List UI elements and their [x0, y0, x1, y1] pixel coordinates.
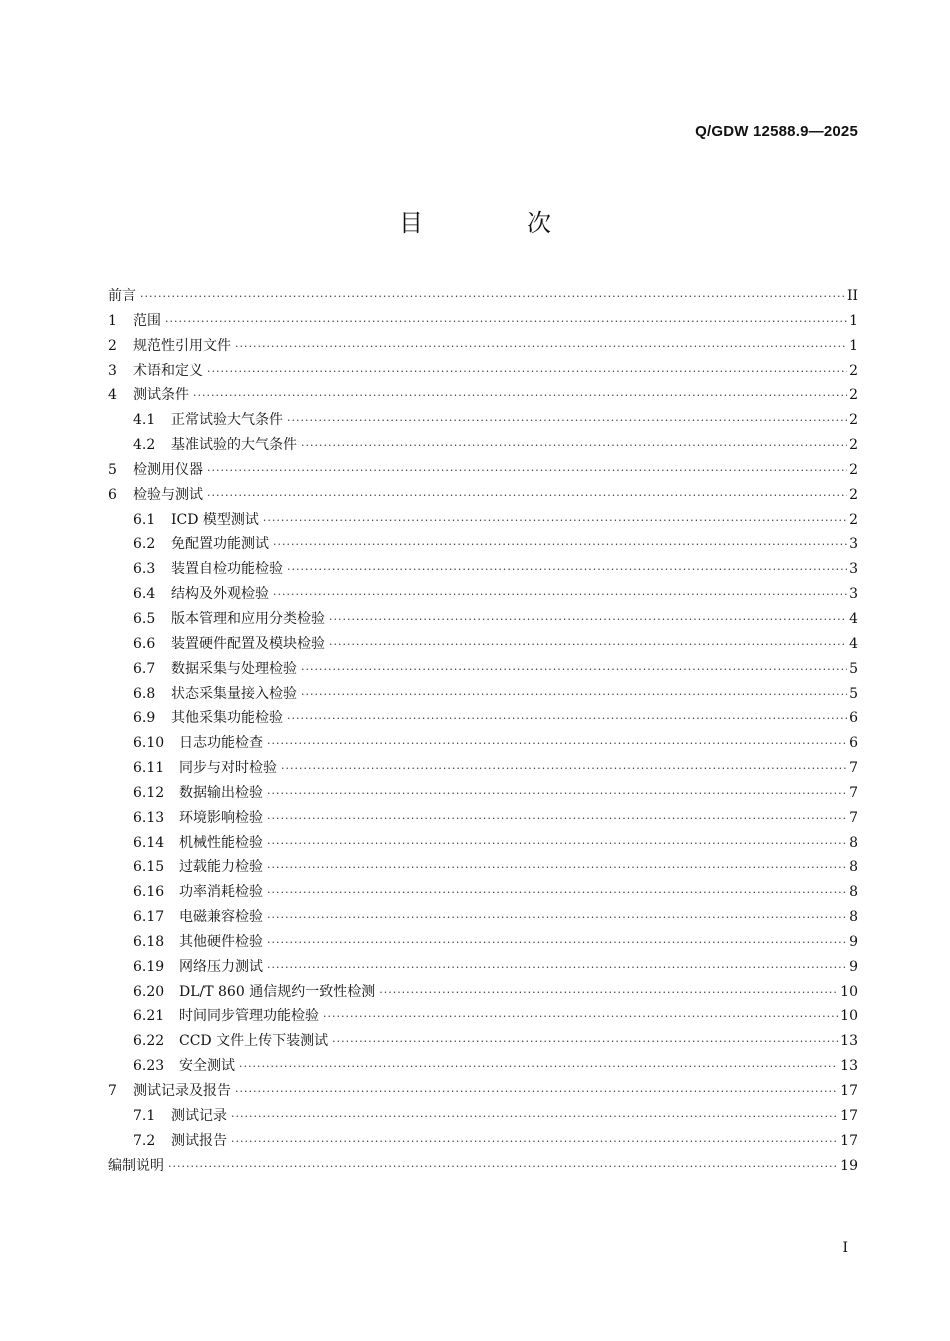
- toc-entry-number: 6.6: [133, 635, 156, 652]
- toc-entry[interactable]: [108, 383, 858, 408]
- toc-entry-number: 6: [108, 486, 117, 503]
- toc-entry[interactable]: [108, 508, 858, 533]
- toc-entry[interactable]: [108, 905, 858, 930]
- toc-entry[interactable]: [108, 1054, 858, 1079]
- toc-entry[interactable]: [108, 657, 858, 682]
- toc-entry[interactable]: [108, 632, 858, 657]
- toc-entry[interactable]: [108, 284, 858, 309]
- toc-entry-label: CCD 文件上传下装测试: [179, 1033, 329, 1050]
- toc-entry-page: 8: [849, 884, 858, 901]
- toc-entry-label: 状态采集量接入检验: [171, 685, 297, 702]
- toc-entry-number: 6.22: [133, 1033, 165, 1050]
- toc-entry-number: 4: [108, 387, 117, 404]
- toc-entry-page: 2: [849, 362, 858, 379]
- toc-entry-label: 编制说明: [108, 1157, 164, 1174]
- toc-entry-number: 7.1: [133, 1107, 156, 1124]
- toc-entry-page: 17: [840, 1107, 858, 1124]
- toc-entry-label: 网络压力测试: [179, 958, 263, 975]
- dot-leader: [267, 956, 847, 981]
- dot-leader: [287, 707, 847, 732]
- toc-entry[interactable]: [108, 756, 858, 781]
- toc-entry[interactable]: [108, 1154, 858, 1179]
- toc-entry-number: 6.10: [133, 735, 165, 752]
- toc-entry-page: 4: [849, 635, 858, 652]
- toc-entry[interactable]: [108, 557, 858, 582]
- page-title: 目 次: [399, 209, 591, 237]
- toc-entry-label: 测试报告: [171, 1132, 227, 1149]
- toc-entry-label: 测试条件: [133, 387, 189, 404]
- toc-entry[interactable]: [108, 781, 858, 806]
- toc-entry-label: 同步与对时检验: [179, 760, 277, 777]
- toc-entry[interactable]: [108, 408, 858, 433]
- toc-entry-number: 6.9: [133, 710, 156, 727]
- toc-entry-label: 基准试验的大气条件: [171, 437, 297, 454]
- toc-entry-number: 7.2: [133, 1132, 156, 1149]
- dot-leader: [235, 1080, 838, 1105]
- toc-entry[interactable]: [108, 955, 858, 980]
- dot-leader: [273, 533, 847, 558]
- dot-leader: [332, 1030, 838, 1055]
- toc-entry[interactable]: [108, 1029, 858, 1054]
- toc-entry[interactable]: [108, 532, 858, 557]
- toc-entry-label: 环境影响检验: [179, 809, 263, 826]
- toc-entry-number: 5: [108, 461, 117, 478]
- toc-entry-label: 过载能力检验: [179, 859, 263, 876]
- toc-entry-number: 6.7: [133, 660, 156, 677]
- toc-entry-page: 17: [840, 1132, 858, 1149]
- toc-entry-label: 版本管理和应用分类检验: [171, 610, 325, 627]
- toc-entry-page: 2: [849, 387, 858, 404]
- dot-leader: [301, 683, 847, 708]
- dot-leader: [207, 360, 847, 385]
- toc-entry-label: 机械性能检验: [179, 834, 263, 851]
- toc-entry-number: 6.1: [133, 511, 156, 528]
- toc-entry-label: 检测用仪器: [133, 461, 203, 478]
- toc-entry-label: 测试记录及报告: [133, 1083, 231, 1099]
- standard-code: Q/GDW 12588.9—2025: [695, 123, 858, 140]
- toc-entry-label: 正常试验大气条件: [171, 412, 283, 429]
- toc-entry-label: 安全测试: [179, 1058, 235, 1075]
- dot-leader: [323, 1005, 838, 1030]
- toc-entry-label: DL/T 860 通信规约一致性检测: [179, 983, 376, 1000]
- toc-entry-label: 其他采集功能检验: [171, 710, 283, 727]
- toc-entry[interactable]: [108, 731, 858, 756]
- toc-entry-label: 数据采集与处理检验: [171, 660, 297, 677]
- toc-entry[interactable]: [108, 458, 858, 483]
- dot-leader: [267, 906, 847, 931]
- dot-leader: [281, 757, 847, 782]
- toc-entry-number: 7: [108, 1083, 117, 1099]
- dot-leader: [267, 931, 847, 956]
- toc-entry-page: 13: [840, 1058, 858, 1075]
- toc-entry[interactable]: [108, 930, 858, 955]
- toc-entry-page: 6: [849, 735, 858, 752]
- toc-entry[interactable]: [108, 1129, 858, 1154]
- toc-entry-number: 6.4: [133, 586, 156, 603]
- toc-entry-page: 1: [849, 337, 858, 354]
- dot-leader: [207, 484, 847, 509]
- toc-entry-page: 8: [849, 834, 858, 851]
- toc-entry-number: 1: [108, 312, 117, 329]
- toc-entry-number: 6.2: [133, 536, 156, 553]
- toc-entry-number: 4.2: [133, 437, 156, 454]
- toc-entry-label: 装置硬件配置及模块检验: [171, 635, 325, 652]
- dot-leader: [193, 384, 847, 409]
- toc-entry-number: 6.3: [133, 561, 156, 578]
- toc-entry-page: 4: [849, 610, 858, 627]
- dot-leader: [165, 310, 847, 335]
- dot-leader: [231, 1105, 838, 1130]
- toc-entry-label: 术语和定义: [133, 362, 203, 379]
- toc-entry-page: 2: [849, 461, 858, 478]
- toc-entry-label: 时间同步管理功能检验: [179, 1008, 319, 1025]
- toc-entry-label: 规范性引用文件: [133, 337, 231, 354]
- toc-entry-page: 5: [849, 685, 858, 702]
- toc-entry-page: 3: [849, 561, 858, 578]
- toc-entry[interactable]: [108, 433, 858, 458]
- toc-entry-label: 数据输出检验: [179, 784, 263, 801]
- toc-entry[interactable]: [108, 855, 858, 880]
- toc-entry-number: 3: [108, 362, 117, 379]
- toc-entry-page: 6: [849, 710, 858, 727]
- dot-leader: [168, 1155, 838, 1180]
- toc-entry[interactable]: [108, 359, 858, 384]
- toc-entry-number: 6.12: [133, 784, 165, 801]
- toc-entry-number: 6.23: [133, 1058, 165, 1075]
- toc-entry-number: 2: [108, 337, 117, 354]
- toc-entry[interactable]: [108, 607, 858, 632]
- toc-entry-page: 2: [849, 486, 858, 503]
- toc-entry-page: 17: [840, 1083, 858, 1099]
- dot-leader: [273, 583, 847, 608]
- toc-entry-number: 6.19: [133, 958, 165, 975]
- dot-leader: [267, 807, 847, 832]
- dot-leader: [235, 335, 847, 360]
- toc-entry-label: 检验与测试: [133, 486, 203, 503]
- dot-leader: [263, 509, 847, 534]
- dot-leader: [231, 1130, 838, 1155]
- toc-entry[interactable]: [108, 880, 858, 905]
- toc-entry-label: 其他硬件检验: [179, 933, 263, 950]
- toc-entry-page: 2: [849, 511, 858, 528]
- toc-entry-page: 8: [849, 859, 858, 876]
- dot-leader: [267, 732, 847, 757]
- dot-leader: [301, 434, 847, 459]
- toc-entry-number: 6.14: [133, 834, 165, 851]
- toc-entry-page: 2: [849, 437, 858, 454]
- toc-entry-number: 6.18: [133, 933, 165, 950]
- toc-entry-label: 测试记录: [171, 1107, 227, 1124]
- toc-entry-number: 6.21: [133, 1008, 165, 1025]
- toc-entry-page: 7: [849, 760, 858, 777]
- toc-entry[interactable]: [108, 806, 858, 831]
- dot-leader: [267, 856, 847, 881]
- toc-entry-label: 前言: [108, 288, 136, 304]
- toc-entry-page: II: [846, 288, 858, 304]
- toc-entry[interactable]: [108, 582, 858, 607]
- dot-leader: [140, 285, 845, 310]
- toc-entry-label: 免配置功能测试: [171, 536, 269, 553]
- toc-entry[interactable]: [108, 1079, 858, 1104]
- toc-entry-number: 6.8: [133, 685, 156, 702]
- toc-entry-number: 6.13: [133, 809, 165, 826]
- toc-entry-page: 7: [849, 784, 858, 801]
- toc-entry-page: 3: [849, 536, 858, 553]
- toc-entry-page: 10: [840, 1008, 858, 1025]
- toc-entry[interactable]: [108, 483, 858, 508]
- dot-leader: [267, 782, 847, 807]
- toc-entry[interactable]: [108, 831, 858, 856]
- toc-entry-number: 6.11: [133, 760, 165, 777]
- dot-leader: [287, 558, 847, 583]
- toc-entry[interactable]: [108, 682, 858, 707]
- toc-entry-number: 4.1: [133, 412, 156, 429]
- dot-leader: [379, 981, 838, 1006]
- toc-entry-number: 6.5: [133, 610, 156, 627]
- toc-entry-page: 10: [840, 983, 858, 1000]
- toc-entry-label: 日志功能检查: [179, 735, 263, 752]
- dot-leader: [267, 832, 847, 857]
- toc-entry-page: 3: [849, 586, 858, 603]
- toc-entry[interactable]: [108, 309, 858, 334]
- toc-entry-page: 8: [849, 909, 858, 926]
- toc-entry-page: 9: [849, 958, 858, 975]
- toc-entry-label: 装置自检功能检验: [171, 561, 283, 578]
- toc-entry-label: 结构及外观检验: [171, 586, 269, 603]
- toc-entry-number: 6.15: [133, 859, 165, 876]
- toc-entry-page: 19: [840, 1157, 858, 1174]
- toc-entry[interactable]: [108, 1004, 858, 1029]
- toc-entry-number: 6.16: [133, 884, 165, 901]
- toc-entry-page: 13: [840, 1033, 858, 1050]
- dot-leader: [239, 1055, 838, 1080]
- toc-entry-page: 9: [849, 933, 858, 950]
- dot-leader: [267, 881, 847, 906]
- toc-entry-number: 6.20: [133, 983, 165, 1000]
- table-of-contents: [108, 284, 858, 1178]
- toc-entry-number: 6.17: [133, 909, 165, 926]
- dot-leader: [207, 459, 847, 484]
- toc-entry[interactable]: [108, 980, 858, 1005]
- toc-entry-page: 1: [849, 312, 858, 329]
- dot-leader: [329, 608, 847, 633]
- dot-leader: [301, 658, 847, 683]
- toc-entry-page: 5: [849, 660, 858, 677]
- toc-entry-label: 功率消耗检验: [179, 884, 263, 901]
- toc-entry-label: 电磁兼容检验: [179, 909, 263, 926]
- toc-entry-label: 范围: [133, 312, 161, 329]
- toc-entry[interactable]: [108, 1104, 858, 1129]
- dot-leader: [287, 409, 847, 434]
- toc-entry[interactable]: [108, 334, 858, 359]
- toc-entry-page: 7: [849, 809, 858, 826]
- toc-entry[interactable]: [108, 706, 858, 731]
- page-number: I: [842, 1240, 848, 1256]
- dot-leader: [329, 633, 847, 658]
- toc-entry-label: ICD 模型测试: [171, 511, 259, 528]
- toc-entry-page: 2: [849, 412, 858, 429]
